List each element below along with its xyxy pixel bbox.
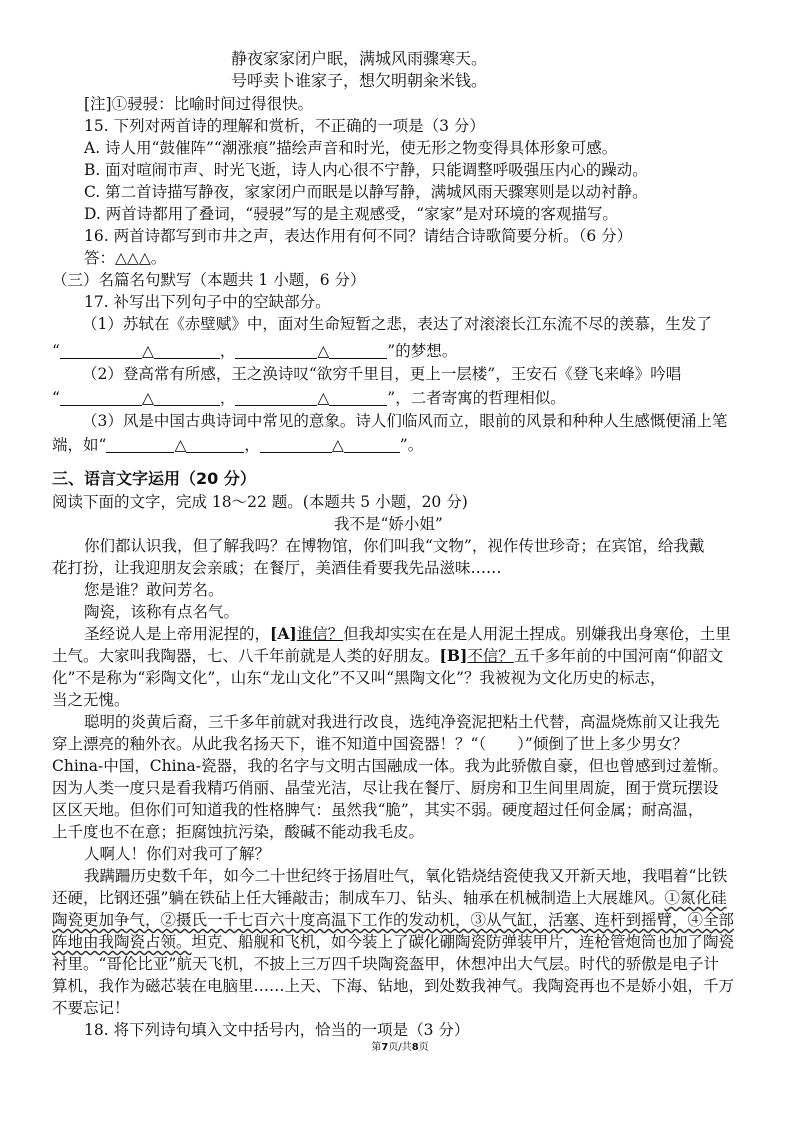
blank[interactable] — [329, 389, 387, 406]
blank[interactable] — [235, 342, 317, 359]
passage-p1-line2: 花打扮，让我迎朋友会亲戚；在餐厅，美酒佳肴要我先品滋味…… — [52, 559, 502, 577]
passage-p4-line2 — [52, 645, 723, 667]
q15-stem: 15. 下列对两首诗的理解和赏析，不正确的一项是（3 分） — [84, 117, 485, 135]
blank[interactable] — [106, 436, 174, 453]
passage-p5-line5: 区区天地。但你们可知道我的性格脾气：虽然我“脆”，其实不弱。硬度超过任何金属；耐高温， — [52, 801, 704, 819]
passage-p7-line6: 算机，我作为磁芯装在电脑里……上天、下海、钻地，到处数我神气。我陶瓷再也不是娇小姐，千万 — [52, 977, 735, 995]
wavy-underlined-text: 阵地由我陶瓷占领。 — [52, 933, 192, 951]
blank[interactable] — [186, 436, 244, 453]
q16-stem: 16. 两首诗都写到市井之声，表达作用有何不同？请结合诗歌简要分析。（6 分） — [84, 227, 633, 245]
passage-p5-line3: China-中国，China-瓷器，我的名字与文明古国融成一体。我为此骄傲自豪，但也曾感到过羞惭。 — [52, 757, 729, 775]
passage-p7-line5: 衬里。“哥伦比亚”航天飞机，不披上三万四千块陶瓷盔甲，休想冲出大气层。时代的骄傲是电子计 — [52, 955, 719, 973]
passage-p6: 人啊人！你们对我可了解？ — [84, 845, 271, 863]
text-run: 土气。大家叫我陶器，七、八千年前就是人类的好朋友。 — [52, 647, 440, 665]
footer-suffix: 页 — [418, 1042, 429, 1053]
text-run: 还硬，比钢还强”躺在铁砧上任大锤敲击；制成车刀、钻头、轴承在机械制造上大展雄风。 — [52, 889, 665, 907]
poem-line-2: 号呼卖卜谁家子，想欠明朝籴米钱。 — [231, 71, 488, 90]
blank[interactable] — [154, 389, 220, 406]
underlined-text-a: 谁信？ — [296, 625, 344, 643]
poem-note: [注]①骎骎：比喻时间过得很快。 — [84, 95, 314, 113]
passage-p4-line1 — [84, 623, 731, 645]
text-run: 坦克、船舰和飞机，如今装上了碳化硼陶瓷防弹装甲片，连枪管炮筒也加了陶瓷 — [191, 933, 735, 951]
passage-title: 我不是“娇小姐” — [334, 515, 443, 533]
wavy-underlined-text: 陶瓷更加争气，②摄氏一千七百六十度高温下工作的发动机，③从气缸，活塞、连杆到摇臂，④全部 — [52, 911, 735, 929]
triangle-mark: △ — [317, 389, 330, 407]
passage-p7-line1: 我蹒跚历史数千年，如今二十世纪终于扬眉吐气，氧化锆烧结瓷使我又开新天地，我唱着“比铁 — [84, 867, 728, 885]
triangle-mark: △ — [141, 389, 154, 407]
page-footer — [0, 1038, 800, 1053]
blank[interactable] — [329, 342, 387, 359]
text-run: 但我却实实在在是人用泥土捏成。别嫌我出身寒伧，土里 — [343, 625, 731, 643]
q15-option-b: B. 面对喧闹市声、时光飞逝，诗人内心很不宁静，只能调整呼吸强压内心的躁动。 — [84, 161, 648, 179]
wavy-underlined-text: ①氮化硅 — [664, 889, 727, 907]
q17-2-text: （2）登高常有所感，王之涣诗叹“欲穷千里目，更上一层楼”，王安石《登飞来峰》吟唱 — [82, 365, 682, 383]
blank[interactable] — [60, 389, 142, 406]
passage-p5-line4: 因为人类一度只是看我精巧俏丽、晶莹光洁，尽让我在餐厅、厨房和卫生间里周旋，囿于赏玩摆设 — [52, 779, 719, 797]
page-total: 8 — [411, 1042, 419, 1053]
q18-stem: 18. 将下列诗句填入文中括号内，恰当的一项是（3 分） — [84, 1021, 470, 1039]
comma: ， — [219, 342, 236, 360]
passage-p7-line2 — [52, 887, 726, 909]
q15-option-c: C. 第二首诗描写静夜，家家闭户而眠是以静写静，满城风雨天骤寒则是以动衬静。 — [84, 183, 648, 201]
blank[interactable] — [235, 389, 317, 406]
q17-1-blanks — [52, 340, 457, 362]
passage-p7-line3 — [52, 909, 734, 931]
blank[interactable] — [260, 436, 332, 453]
passage-p3: 陶瓷，该称有点名气。 — [84, 603, 240, 621]
closing-text: ”。 — [399, 436, 424, 454]
q15-option-a: A. 诗人用“鼓催阵”“潮涨痕”描绘声音和时光，使无形之物变得具体形象可感。 — [84, 139, 618, 157]
footer-prefix: 第 — [371, 1042, 382, 1053]
q16-answer: 答：△△△。 — [84, 249, 167, 267]
blank[interactable] — [154, 342, 220, 359]
footer-mid: 页/共 — [388, 1042, 412, 1053]
passage-p7-line7: 不要忘记！ — [52, 999, 130, 1017]
q17-1-text: （1）苏轼在《赤壁赋》中，面对生命短暂之悲，表达了对滚滚长江东流不尽的羡慕，生发了 — [82, 315, 712, 333]
section-3-heading: （三）名篇名句默写（本题共 1 小题，6 分） — [52, 271, 366, 289]
poem-line-1: 静夜家家闭户眠，满城风雨骤寒天。 — [231, 49, 488, 68]
passage-p5-line6: 上千度也不在意；拒腐蚀抗污染，酸碱不能动我毛皮。 — [52, 823, 425, 841]
mark-b: [B] — [439, 646, 468, 665]
text-run: 五千多年前的中国河南“仰韶文 — [513, 647, 724, 665]
passage-p2: 您是谁？敢问芳名。 — [84, 581, 224, 599]
passage-p5-line1: 聪明的炎黄后裔，三千多年前就对我进行改良，选纯净瓷泥把粘土代替，高温烧炼前又让我先 — [84, 713, 720, 731]
q17-stem: 17. 补写出下列句子中的空缺部分。 — [84, 293, 331, 311]
prefix-text: 端，如“ — [52, 436, 107, 454]
blank[interactable] — [344, 436, 400, 453]
comma: ， — [219, 389, 236, 407]
passage-p4-line4: 当之无愧。 — [52, 691, 130, 709]
text-run: 圣经说人是上帝用泥捏的， — [84, 625, 271, 643]
triangle-mark: △ — [141, 342, 154, 360]
triangle-mark: △ — [331, 436, 344, 454]
passage-p5-line2: 穿上漂亮的釉外衣。从此我名扬天下，谁不知道中国瓷器！？“（ ）”倾倒了世上多少男女？ — [52, 735, 688, 753]
passage-p1-line1: 你们都认识我，但了解我吗？在博物馆，你们叫我“文物”，视作传世珍奇；在宾馆，给我戴 — [84, 537, 705, 555]
blank[interactable] — [60, 342, 142, 359]
underlined-text-b: 不信？ — [467, 647, 514, 665]
closing-text: ”的梦想。 — [387, 342, 458, 360]
triangle-mark: △ — [174, 436, 187, 454]
part-3-heading: 三、语言文字运用（20 分） — [52, 469, 256, 488]
part-3-intro: 阅读下面的文字，完成 18～22 题。(本题共 5 小题，20 分) — [52, 493, 468, 511]
passage-p7-line4 — [52, 931, 734, 953]
triangle-mark: △ — [317, 342, 330, 360]
open-quote: “ — [52, 389, 60, 407]
comma: ， — [244, 436, 260, 454]
open-quote: “ — [52, 342, 60, 360]
passage-p4-line3: 化”不是称为“彩陶文化”，山东“龙山文化”不又叫“黑陶文化”？我被视为文化历史的标志， — [52, 669, 666, 687]
q17-2-blanks — [52, 387, 566, 409]
closing-text: ”，二者寄寓的哲理相似。 — [387, 389, 566, 407]
q15-option-d: D. 两首诗都用了叠词，“骎骎”写的是主观感受，“家家”是对环境的客观描写。 — [84, 205, 618, 223]
mark-a: [A] — [270, 624, 297, 643]
q17-3-text: （3）风是中国古典诗词中常见的意象。诗人们临风而立，眼前的风景和种种人生感慨便涌上笔 — [82, 412, 728, 430]
q17-3-blanks — [52, 434, 423, 456]
page-number: 7 — [381, 1042, 389, 1053]
